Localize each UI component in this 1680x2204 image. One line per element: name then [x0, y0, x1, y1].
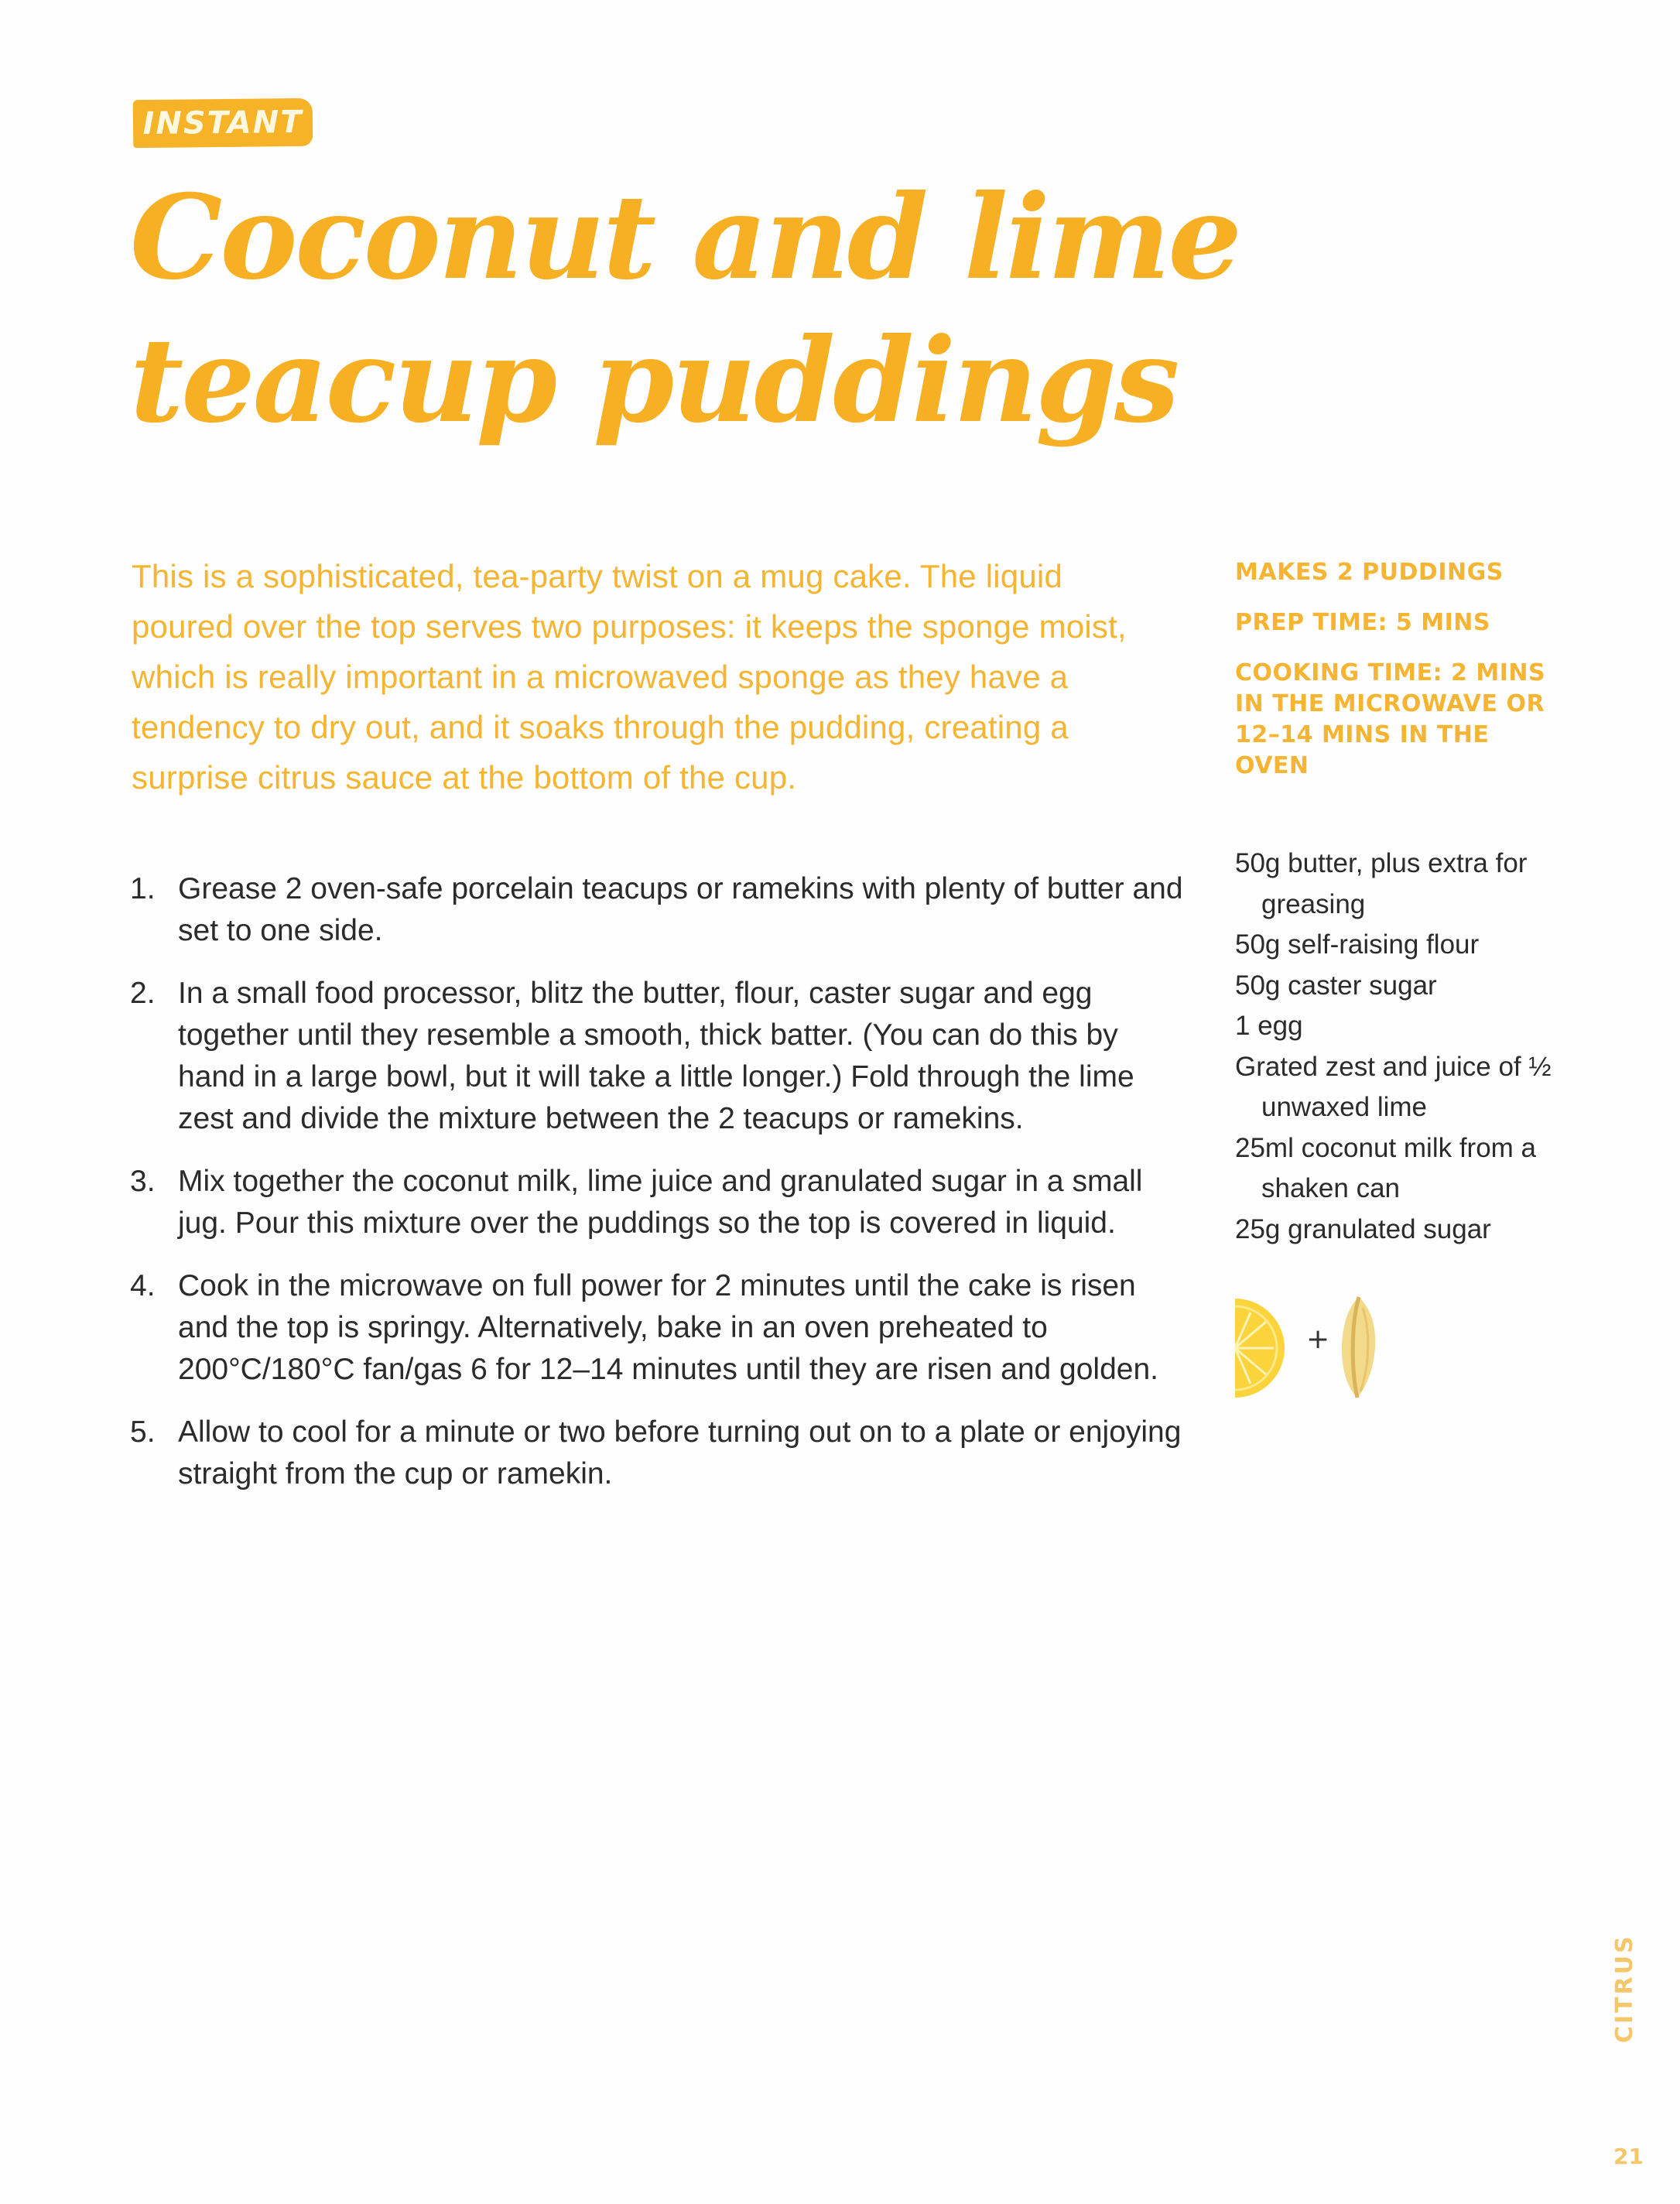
method-step — [124, 973, 1192, 1140]
method-step — [124, 868, 1192, 952]
tag-label: INSTANT — [142, 104, 303, 142]
step-number: 1. — [130, 872, 156, 905]
lemon-slice-icon — [1235, 1299, 1285, 1398]
section-label: CITRUS — [1611, 1934, 1638, 2043]
method-step — [124, 1412, 1192, 1495]
recipe-title — [130, 166, 1240, 453]
step-text: In a small food processor, blitz the butter, flour, caster sugar and egg together until they resemble a smooth, thick batter. (You can do this by hand in a large bowl, but it will take a little longer.) Fold through the lime zest and divide the mixture between the 2 teacups or ramekins. — [178, 977, 1134, 1135]
title-line-1: Coconut and lime — [130, 169, 1240, 306]
ingredient-item: Grated zest and juice of ½ unwaxed lime — [1235, 1051, 1552, 1122]
coconut-icon — [1342, 1297, 1375, 1398]
step-text: Grease 2 oven-safe porcelain teacups or ramekins with plenty of butter and set to one side. — [178, 872, 1183, 947]
plus-sign: + — [1306, 1323, 1330, 1355]
ingredient-item: 1 egg — [1235, 1011, 1303, 1041]
ingredient-item: 25ml coconut milk from a shaken can — [1235, 1132, 1537, 1203]
step-text: Allow to cool for a minute or two before turning out on to a plate or enjoying straight from the cup or ramekin. — [178, 1415, 1182, 1490]
ingredient-item: 50g butter, plus extra for greasing — [1235, 848, 1528, 919]
meta-prep-time: PREP TIME: 5 MINS — [1235, 609, 1490, 636]
ingredient-item: 25g granulated sugar — [1235, 1213, 1491, 1244]
step-number: 2. — [130, 977, 156, 1010]
intro-paragraph: This is a sophisticated, tea-party twist on a mug cake. The liquid poured over the top serves two purposes: it keeps the sponge moist, which is really important in a microwaved sponge as they have a tendency to dry out, and it soaks through the pudding, creating a surprise citrus sauce at the bottom of the cup. — [132, 558, 1127, 796]
recipe-meta — [1235, 557, 1560, 801]
meta-cooking-time: COOKING TIME: 2 MINS IN THE MICROWAVE OR 12–14 MINS IN THE OVEN — [1235, 659, 1546, 779]
page-number: 21 — [1613, 2144, 1644, 2169]
step-text: Cook in the microwave on full power for 2 minutes until the cake is risen and the top is springy. Alternatively, bake in an oven preheated to 200°C/180°C fan/gas 6 for 12–14 minutes until they are risen and golden. — [178, 1269, 1159, 1386]
method-step — [124, 1161, 1192, 1244]
ingredient-item: 50g self-raising flour — [1235, 929, 1480, 960]
step-number: 4. — [130, 1269, 156, 1302]
ingredients-list — [1235, 844, 1568, 1250]
step-number: 3. — [130, 1165, 156, 1198]
step-number: 5. — [130, 1415, 156, 1449]
method-steps — [124, 868, 1192, 1516]
title-line-2: teacup puddings — [130, 313, 1178, 449]
meta-makes: MAKES 2 PUDDINGS — [1235, 559, 1504, 586]
method-step — [124, 1265, 1192, 1391]
step-text: Mix together the coconut milk, lime juice and granulated sugar in a small jug. Pour this mixture over the puddings so the top is covered in liquid. — [178, 1165, 1143, 1240]
instant-tag — [133, 98, 313, 148]
ingredient-item: 50g caster sugar — [1235, 970, 1437, 1001]
